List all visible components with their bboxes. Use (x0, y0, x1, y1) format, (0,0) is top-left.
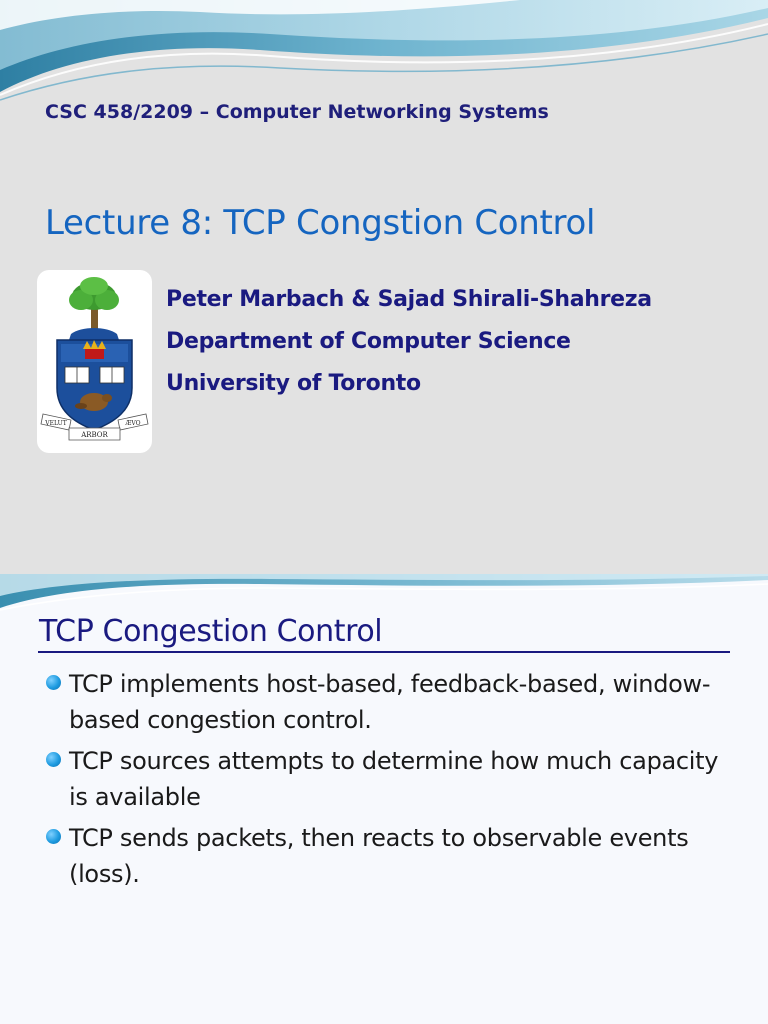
motto-right-text: ÆVO (125, 420, 141, 427)
list-item (46, 820, 736, 892)
content-slide (0, 574, 768, 1024)
header-wave-decoration (0, 0, 768, 110)
bullet-text: TCP sources attempts to determine how much capacity is available (69, 747, 719, 811)
bullet-text: TCP implements host-based, feedback-based, window-based congestion control. (69, 670, 711, 734)
header-wave-decoration (0, 574, 768, 614)
motto-left-text: VELUT (45, 420, 67, 427)
heading-divider (38, 651, 730, 653)
author-names: Peter Marbach & Sajad Shirali-Shahreza (166, 287, 652, 312)
university-crest-logo (37, 270, 152, 453)
bullet-text: TCP sends packets, then reacts to observable events (loss). (69, 824, 689, 888)
course-title: CSC 458/2209 – Computer Networking Systems (45, 101, 549, 123)
bullet-icon (46, 752, 61, 767)
author-block (166, 279, 652, 405)
list-item (46, 743, 736, 815)
bullet-icon (46, 675, 61, 690)
crest-icon (37, 270, 152, 453)
slide-heading: TCP Congestion Control (39, 614, 383, 649)
lecture-title: Lecture 8: TCP Congstion Control (45, 203, 596, 243)
university-name: University of Toronto (166, 371, 421, 396)
list-item (46, 666, 736, 738)
motto-center-text: ARBOR (81, 431, 108, 439)
department-name: Department of Computer Science (166, 329, 571, 354)
bullet-icon (46, 829, 61, 844)
bullet-list (46, 666, 736, 897)
